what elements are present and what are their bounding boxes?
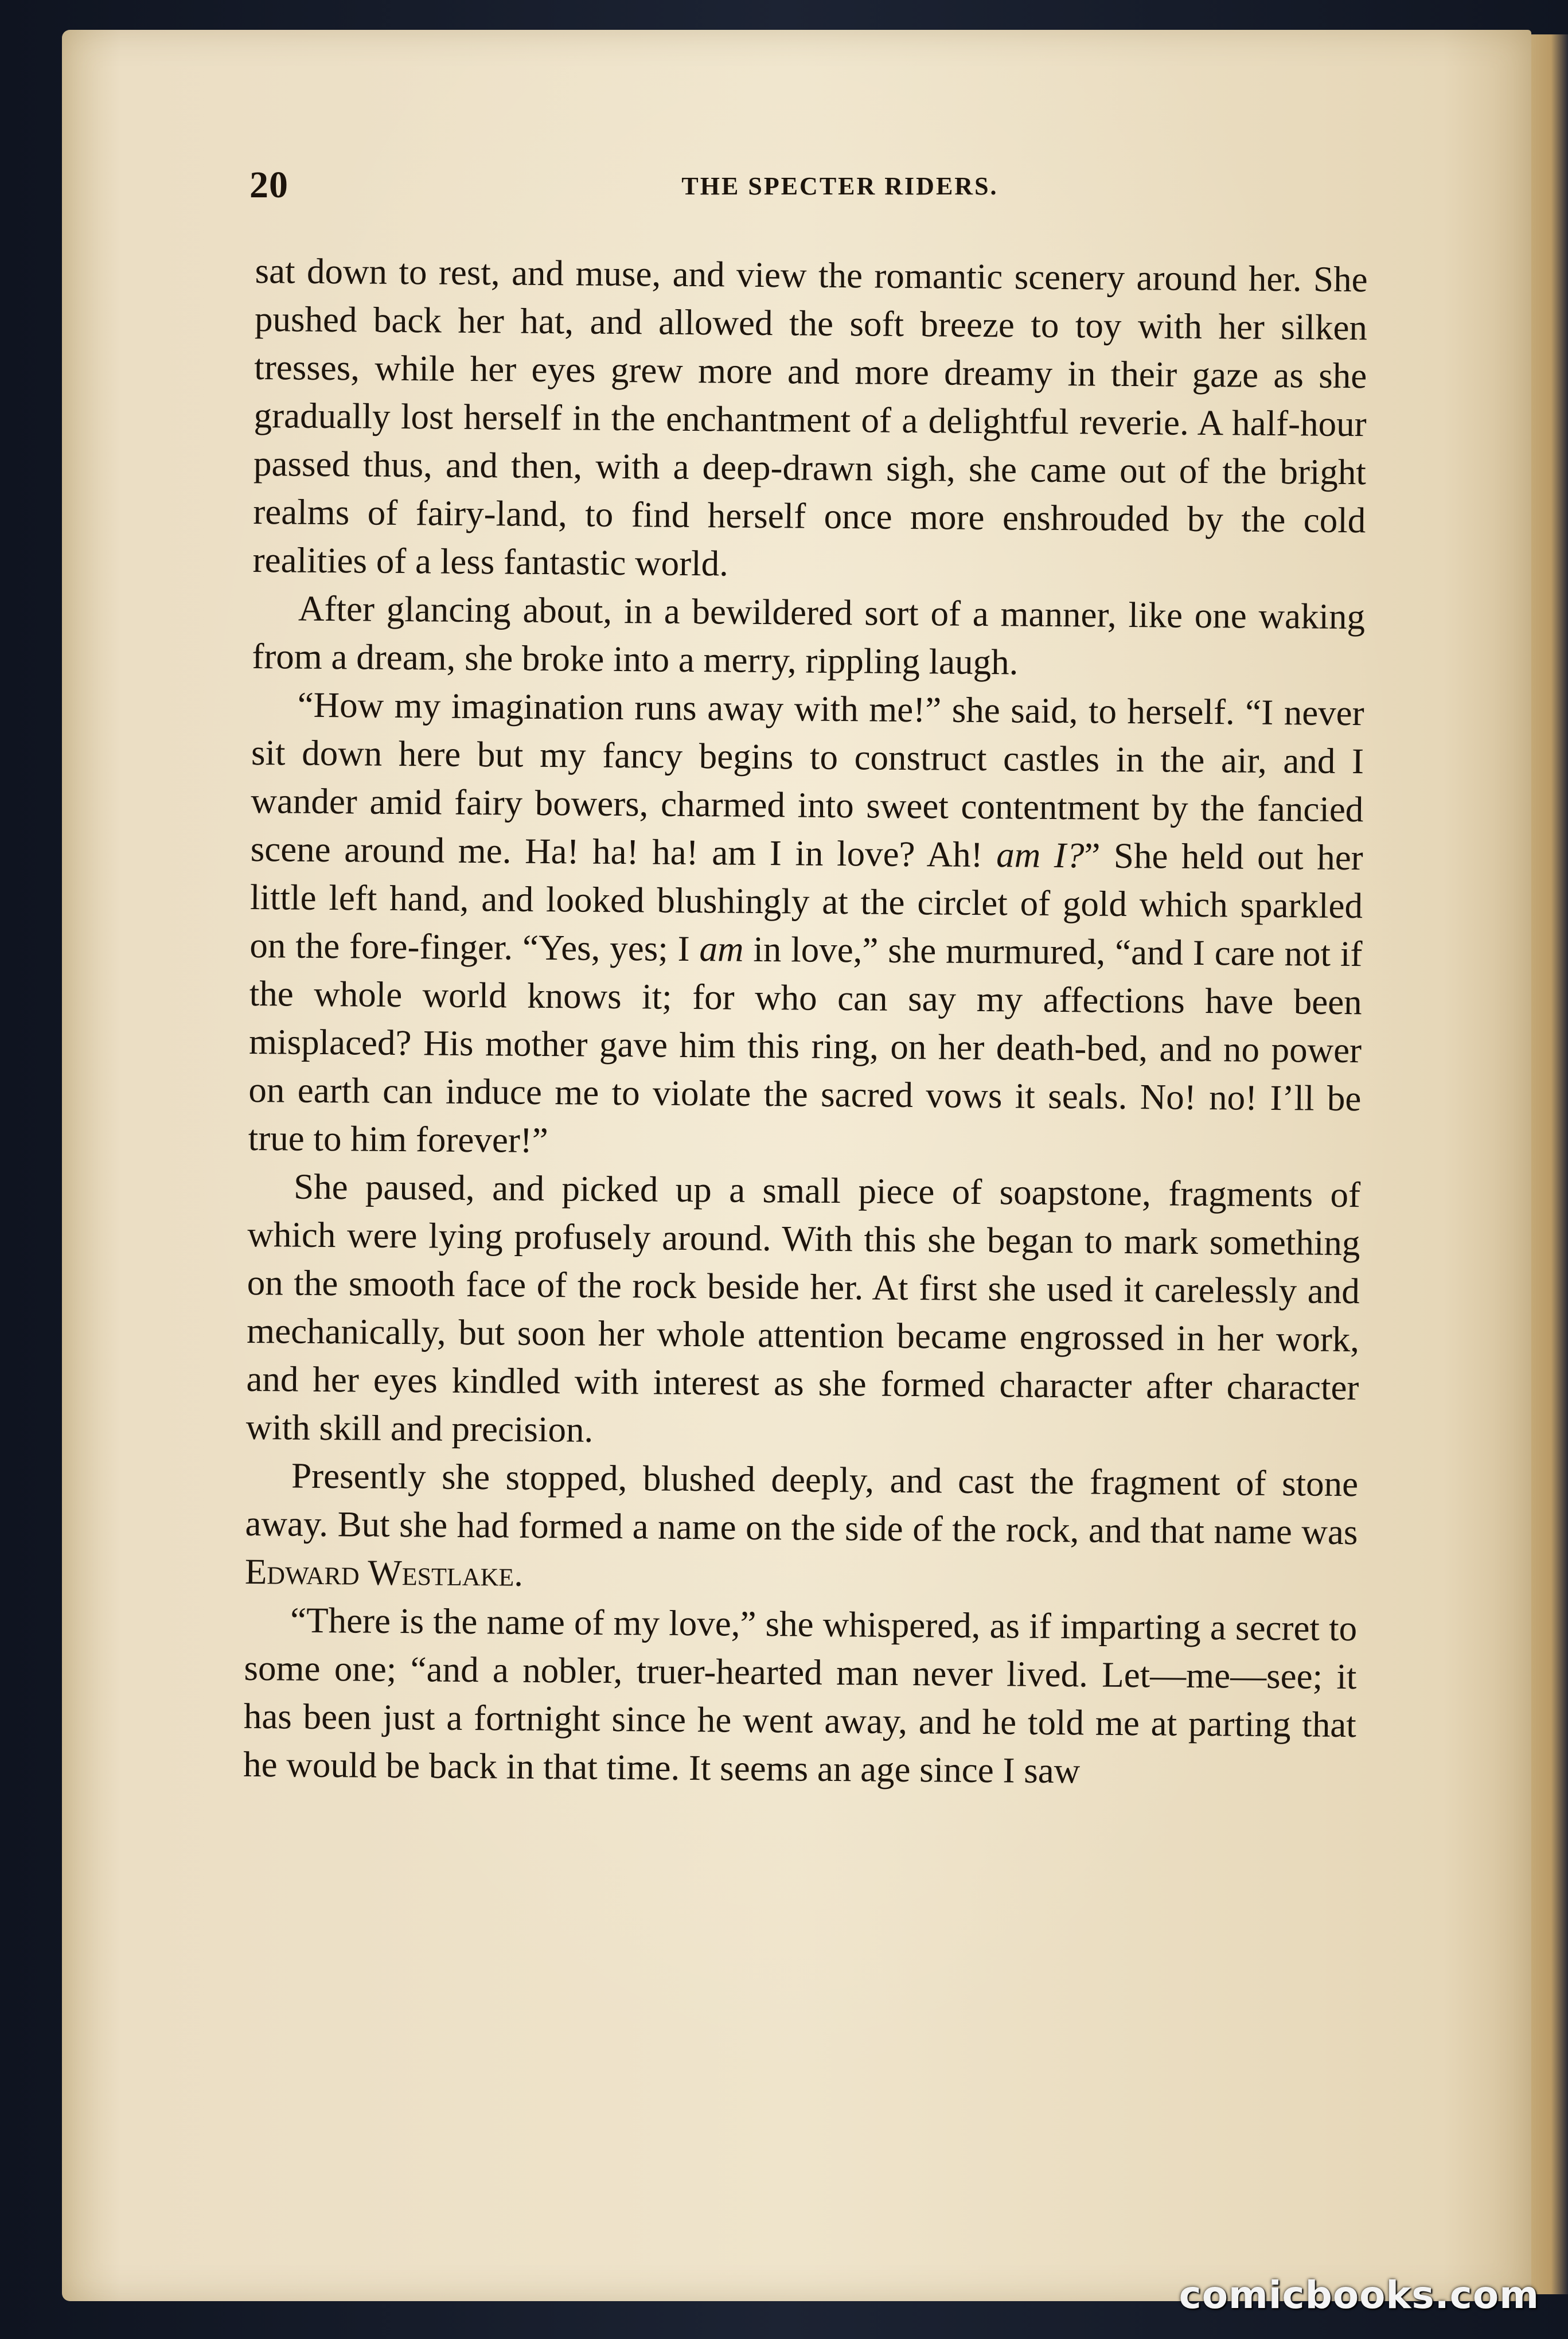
paragraph-3-italic-am: am <box>699 929 744 969</box>
paragraph-3-part-a: “How my imagination runs away with me!” she said, to herself. “I never sit down here but my fancy begins to construct castles in the air, and I wander amid fairy bowers, charmed into sweet contentment by the fancied scene around me. Ha! ha! ha! am I in love? Ah! <box>250 684 1364 875</box>
running-title: THE SPECTER RIDERS. <box>681 172 998 200</box>
paragraph-2: After glancing about, in a bewildered sort of a manner, like one waking from a dream, she broke into a merry, rippling laugh. <box>252 588 1366 683</box>
page-body-text <box>243 247 1368 1797</box>
paragraph-3-part-e: in love,” she murmured, “and I care not if the whole world knows it; for who can say my affections have been misplaced? His mother gave him this ring, on her death-bed, and no power on earth can induce me to violate the sacred vows it seals. No! no! I’ll be true to him forever!” <box>248 929 1363 1161</box>
paragraph-6: “There is the name of my love,” she whispered, as if imparting a secret to some one; “and a nobler, truer-hearted man never lived. Let—me—see; it has been just a fortnight since he went away, and he told me at parting that he would be back in that time. It seems an age since I saw <box>243 1600 1358 1791</box>
running-header <box>249 163 1430 209</box>
paragraph-3 <box>248 680 1364 1171</box>
name-edward-westlake: Edward Westlake <box>244 1551 514 1594</box>
paragraph-3-italic-am-i: am I? <box>996 835 1085 876</box>
paragraph-5 <box>245 1451 1359 1604</box>
page-number: 20 <box>249 164 288 206</box>
paragraph-1: sat down to rest, and muse, and view the romantic scenery around her. She pushed back her hat, and allowed the soft breeze to toy with her silken tresses, while her eyes grew more and more dreamy in their gaze as she gradually lost herself in the enchantment of a delightful reverie. A half-hour passed thus, and then, with a deep-drawn sigh, she came out of the bright realms of fairy-land, to find herself once more enshrouded by the cold realities of a less fantastic world. <box>252 250 1368 584</box>
paragraph-5-part-a: Presently she stopped, blushed deeply, and cast the fragment of stone away. But she had formed a name on the side of the rock, and that name was <box>245 1455 1359 1553</box>
paragraph-3-part-c: ” She held out her little left hand, and looked blushingly at the circlet of gold which sparkled on the fore-finger. “Yes, yes; I <box>249 835 1363 969</box>
watermark-logo: comicbooks.com <box>1179 2273 1539 2317</box>
paragraph-5-part-b: . <box>513 1553 524 1594</box>
paragraph-4: She paused, and picked up a small piece of soapstone, fragments of which were lying profusely around. With this she began to mark something on the smooth face of the rock beside her. At first she used it carelessly and mechanically, but soon her whole attention became engrossed in her work, and her eyes kindled with interest as she formed character after character with skill and precision. <box>245 1166 1361 1450</box>
book-page-edges <box>1526 34 1568 2294</box>
